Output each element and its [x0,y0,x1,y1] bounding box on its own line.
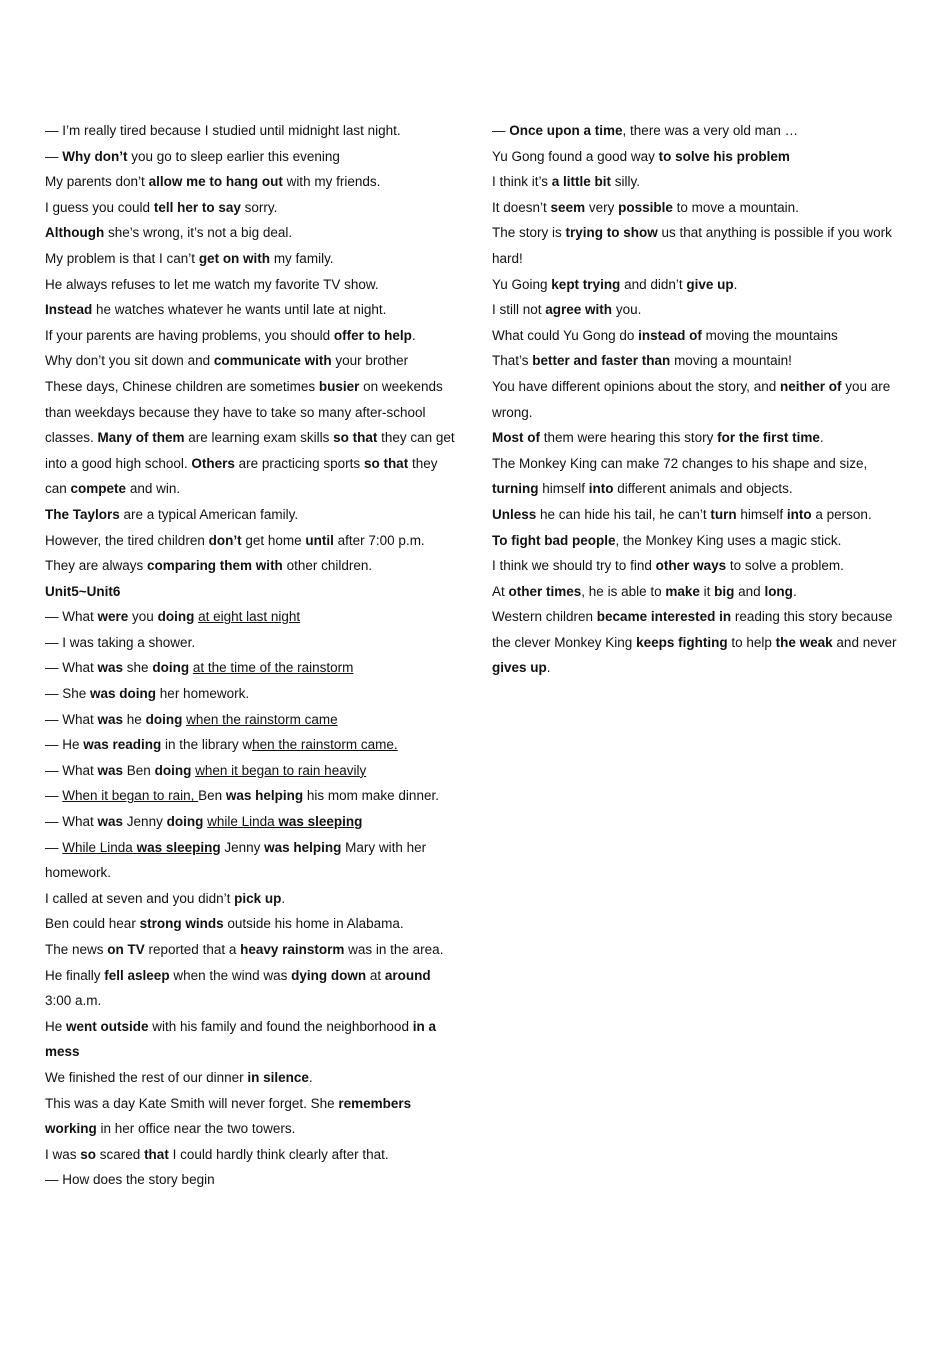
text-run: Ben [123,762,155,778]
bold-phrase: was reading [83,737,162,753]
text-run: He always refuses to let me watch my favorite TV show. [45,276,379,292]
text-line [45,758,460,784]
text-run: moving a mountain! [670,353,792,369]
text-run: — What [45,762,98,778]
text-line [492,502,907,528]
text-line [492,272,907,298]
text-run: Yu Gong found a good way [492,148,659,164]
bold-phrase: were [97,609,129,625]
text-run: I think we should try to find [492,558,656,574]
bold-phrase: seem [550,199,586,215]
bold-phrase: went outside [66,1018,149,1034]
text-run: himself [736,506,787,522]
bold-phrase: trying to show [565,225,658,241]
text-run: Jenny [220,839,265,855]
underlined-phrase: when the rainstorm came [186,711,338,727]
bold-phrase: was [97,711,124,727]
bold-phrase: was sleeping [278,814,363,830]
text-line [45,348,460,374]
text-line [45,323,460,349]
text-run: — What [45,660,98,676]
underlined-phrase: hen the rainstorm came. [252,737,398,753]
bold-phrase: turn [710,506,737,522]
bold-phrase: allow me to hang out [148,174,283,190]
bold-phrase: neither of [779,378,842,394]
bold-phrase: doing [154,762,192,778]
text-run: when the wind was [169,967,292,983]
text-run: are a typical American family. [119,506,299,522]
text-run: different animals and objects. [613,481,793,497]
text-run: Yu Going [492,276,552,292]
text-run: This was a day Kate Smith will never forget. She [45,1095,339,1111]
text-run: and didn’t [620,276,687,292]
text-run: — I’m really tired because I studied until midnight last night. [45,123,401,138]
bold-phrase: around [384,967,431,983]
bold-phrase: was [97,660,124,676]
text-line [492,425,907,451]
text-line [45,681,460,707]
bold-phrase: compete [70,481,127,497]
underlined-phrase: while Linda [207,814,279,830]
text-line [45,246,460,272]
text-line [45,1167,460,1193]
text-run: Ben could hear [45,916,140,932]
text-run: her homework. [156,686,250,702]
bold-phrase: strong winds [139,916,224,932]
text-line [45,886,460,912]
text-run: reading this story because the clever Monkey King [492,609,893,650]
bold-phrase: Although [45,225,105,241]
text-run: They are always [45,558,148,574]
text-run: It doesn’t [492,199,551,215]
bold-phrase: was [97,814,124,830]
text-line [45,528,460,554]
bold-phrase: remembers working [45,1095,412,1137]
bold-phrase: gives up [492,660,547,676]
text-run: he can hide his tail, he can’t [536,506,711,522]
text-run: I still not [492,302,546,318]
text-line [492,144,907,170]
text-run: — What [45,609,98,625]
bold-phrase: offer to help [333,327,412,343]
text-run: — [492,123,510,138]
text-run: At [492,583,509,599]
text-run: scared [96,1146,145,1162]
text-run: Ben [198,788,226,804]
bold-phrase: so [80,1146,97,1162]
text-run: If your parents are having problems, you should [45,327,334,343]
text-line [45,220,460,246]
bold-phrase: agree with [545,302,613,318]
text-line [492,451,907,502]
text-run: his mom make dinner. [303,788,439,804]
text-run: Why don’t you sit down and [45,353,214,369]
text-run: My problem is that I can’t [45,250,199,266]
bold-phrase: heavy rainstorm [240,942,345,957]
bold-phrase: doing [145,711,183,727]
text-line [45,118,460,144]
text-line [45,707,460,733]
bold-phrase: busier [318,378,360,394]
text-line [45,911,460,937]
underlined-phrase: While Linda [62,839,137,855]
text-run: He finally [45,967,105,983]
text-run: and win. [126,481,181,497]
text-line [492,528,907,554]
text-run: in the library w [161,737,253,753]
text-line [45,732,460,758]
text-run: and never [832,634,897,650]
bold-phrase: don’t [208,532,242,548]
text-line [45,783,460,809]
bold-phrase: until [305,532,334,548]
bold-phrase: make [665,583,700,599]
text-run: my family. [270,250,334,266]
text-run: himself [538,481,589,497]
text-run: them were hearing this story [540,430,718,446]
text-run: 3:00 a.m. [45,993,102,1009]
text-run: — [45,148,63,164]
text-line [45,579,460,605]
text-run: . [308,1069,313,1085]
text-run: What could Yu Gong do [492,327,639,343]
bold-phrase: in a mess [45,1018,436,1060]
bold-phrase: doing [152,660,190,676]
text-run: I guess you could [45,199,154,215]
bold-phrase: doing [157,609,195,625]
underlined-phrase: at eight last night [198,609,301,625]
bold-phrase: pick up [234,890,282,906]
text-run: after 7:00 p.m. [333,532,425,548]
text-run: We finished the rest of our dinner [45,1069,248,1085]
text-run: he watches whatever he wants until late at night. [92,302,387,318]
bold-phrase: became interested in [596,609,732,625]
bold-phrase: comparing them with [147,558,283,574]
text-run: they can [45,455,438,497]
bold-phrase: was doing [90,686,157,702]
bold-phrase: dying down [291,967,367,983]
text-run: you. [612,302,642,318]
bold-phrase: doing [166,814,204,830]
text-run: — How does the story begin [45,1172,215,1188]
bold-phrase: other times [508,583,582,599]
text-run: silly. [611,174,641,190]
text-line [492,604,907,681]
bold-phrase: for the first time [717,430,820,446]
text-line [492,297,907,323]
text-run: to solve a problem. [726,558,844,574]
text-run: , he is able to [581,583,666,599]
text-run: The news [45,942,108,957]
text-line [492,374,907,425]
bold-phrase: that [144,1146,169,1162]
text-run: You have different opinions about the story, and [492,378,780,394]
text-run: He [45,1018,67,1034]
bold-phrase: so that [363,455,409,471]
underlined-phrase: When it began to rain, [62,788,199,804]
text-run: — He [45,737,84,753]
text-line [45,272,460,298]
text-run: she’s wrong, it’s not a big deal. [104,225,293,241]
bold-phrase: The Taylors [45,506,120,522]
bold-phrase: Once upon a time [509,123,623,138]
text-run: they can get into a good high school. [45,430,455,471]
text-run: However, the tired children [45,532,209,548]
text-run: That’s [492,353,533,369]
bold-phrase: into [786,506,812,522]
right-column [492,118,907,681]
text-run: in her office near the two towers. [96,1121,296,1137]
text-run: was in the area. [344,942,444,957]
text-run: get home [241,532,306,548]
bold-phrase: To fight bad people [492,532,616,548]
bold-phrase: the weak [775,634,833,650]
bold-phrase: give up [686,276,734,292]
bold-phrase: possible [618,199,673,215]
text-run: . [733,276,738,292]
bold-phrase: in silence [247,1069,309,1085]
bold-phrase: so that [333,430,378,446]
text-run: at [366,967,385,983]
text-run: you go to sleep earlier this evening [127,148,340,164]
text-run: with my friends. [282,174,381,190]
text-run: it [699,583,715,599]
bold-phrase: Others [191,455,235,471]
bold-phrase: Why don’t [62,148,128,164]
text-run: you are wrong. [492,378,891,420]
bold-phrase: Unit5~Unit6 [45,583,121,599]
text-line [45,502,460,528]
text-run: I called at seven and you didn’t [45,890,235,906]
text-line [492,579,907,605]
text-run: My parents don’t [45,174,149,190]
bold-phrase: Unless [492,506,537,522]
text-run: I was [45,1146,81,1162]
text-line [492,169,907,195]
text-line [45,144,460,170]
text-run: are learning exam skills [184,430,334,446]
text-line [492,118,907,144]
text-line [45,1014,460,1065]
bold-phrase: instead of [638,327,702,343]
bold-phrase: big [714,583,735,599]
text-run: sorry. [240,199,278,215]
left-column [45,118,460,1193]
text-line [45,963,460,1014]
text-line [45,630,460,656]
text-line [45,553,460,579]
bold-phrase: tell her to say [153,199,241,215]
text-run: Jenny [123,814,167,830]
text-run: and [734,583,765,599]
text-line [45,937,460,963]
underlined-phrase: at the time of the rainstorm [192,660,354,676]
bold-phrase: better and faster than [532,353,671,369]
text-line [45,169,460,195]
bold-phrase: Instead [45,302,93,318]
text-line [45,374,460,502]
text-line [492,220,907,271]
text-run: — I was taking a shower. [45,634,196,650]
text-line [45,195,460,221]
text-line [492,348,907,374]
text-run: reported that a [144,942,241,957]
text-line [45,1091,460,1142]
bold-phrase: on TV [107,942,145,957]
text-run: with his family and found the neighborhood [148,1018,413,1034]
text-run: — What [45,711,98,727]
text-run: I could hardly think clearly after that. [168,1146,389,1162]
bold-phrase: get on with [198,250,271,266]
text-run: I think it’s [492,174,552,190]
text-run: Western children [492,609,597,625]
text-run: . [819,430,824,446]
bold-phrase: kept trying [551,276,621,292]
text-run: Mary with her homework. [45,839,427,881]
text-line [45,809,460,835]
text-line [45,1065,460,1091]
text-run: other children. [282,558,373,574]
text-run: very [585,199,619,215]
bold-phrase: keeps fighting [636,634,728,650]
bold-phrase: fell asleep [104,967,170,983]
bold-phrase: was helping [264,839,342,855]
text-run: , the Monkey King uses a magic stick. [615,532,842,548]
text-line [45,297,460,323]
text-run: on weekends than weekdays because they have to take so many after-school classes. [45,378,443,446]
text-run: outside his home in Alabama. [223,916,404,932]
bold-phrase: communicate with [213,353,332,369]
text-run: . [281,890,286,906]
text-line [492,195,907,221]
text-run: to help [727,634,776,650]
bold-phrase: a little bit [551,174,612,190]
text-run: are practicing sports [234,455,364,471]
text-run: to move a mountain. [672,199,799,215]
text-run: your brother [331,353,409,369]
text-run: he [123,711,146,727]
text-run: she [123,660,153,676]
text-run: — [45,839,63,855]
text-run: — What [45,814,98,830]
bold-phrase: was [97,762,124,778]
text-line [45,1142,460,1168]
text-run: . [792,583,797,599]
text-run: us that anything is possible if you work hard! [492,225,892,266]
bold-phrase: Most of [492,430,540,446]
text-line [492,553,907,579]
text-run: The Monkey King can make 72 changes to his shape and size, [492,455,868,471]
text-run: a person. [811,506,872,522]
text-line [492,323,907,349]
bold-phrase: to solve his problem [658,148,790,164]
text-run: — She [45,686,91,702]
bold-phrase: into [588,481,614,497]
text-run: moving the mountains [701,327,838,343]
text-run: The story is [492,225,566,241]
bold-phrase: turning [492,481,539,497]
text-run: These days, Chinese children are sometimes [45,378,319,394]
text-run: . [411,327,416,343]
text-run: you [128,609,158,625]
text-run: . [546,660,551,676]
bold-phrase: was sleeping [136,839,221,855]
text-run: — [45,788,63,804]
bold-phrase: long [764,583,793,599]
text-line [45,835,460,886]
text-line [45,655,460,681]
bold-phrase: was helping [225,788,304,804]
bold-phrase: other ways [655,558,727,574]
text-run: , there was a very old man … [622,123,799,138]
text-line [45,604,460,630]
underlined-phrase: when it began to rain heavily [195,762,367,778]
bold-phrase: Many of them [97,430,185,446]
